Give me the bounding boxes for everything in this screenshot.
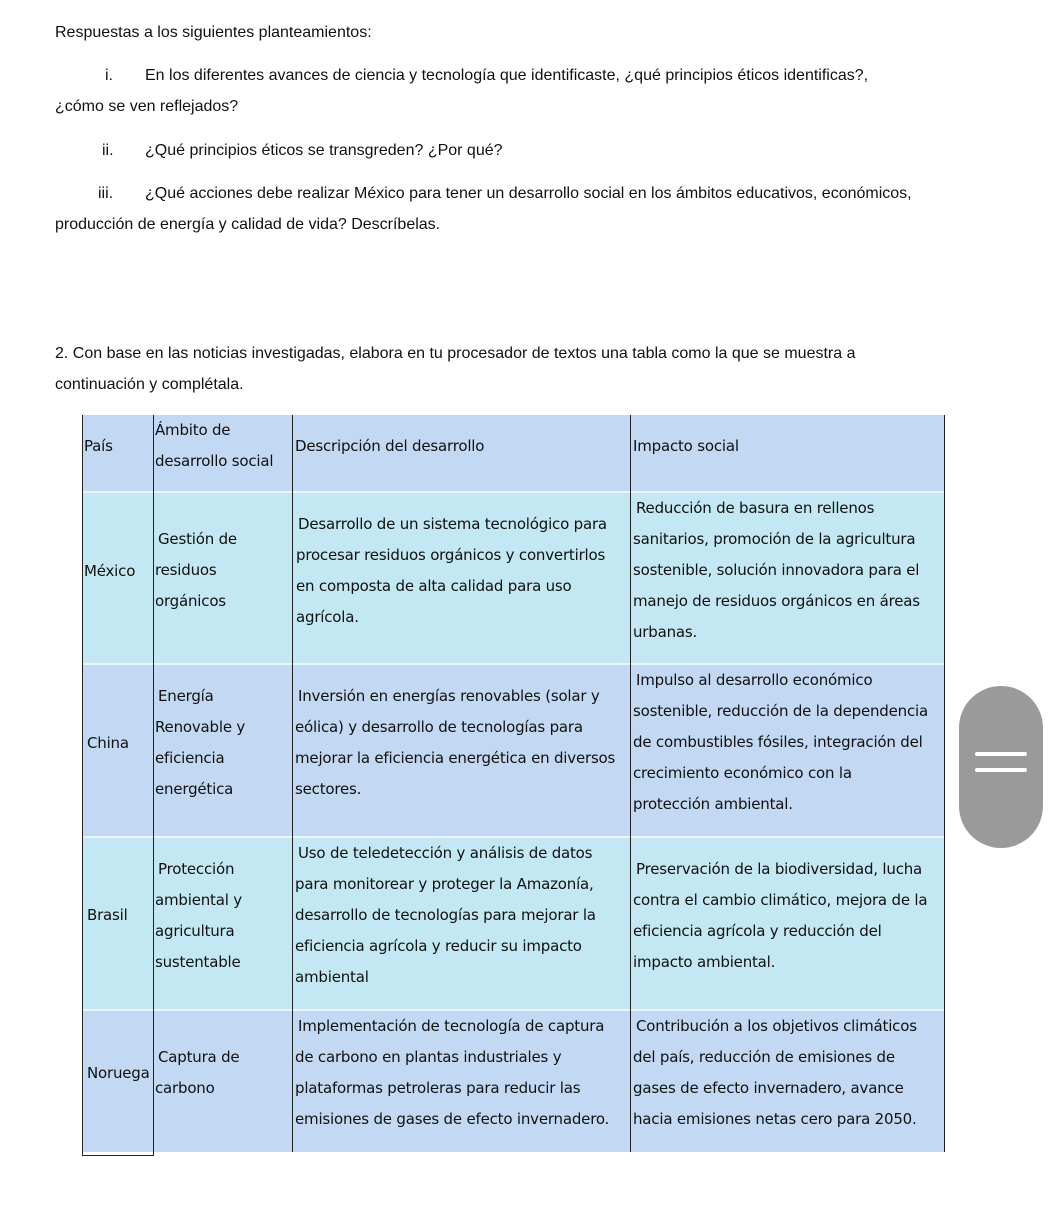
- cell-country: México: [84, 562, 136, 580]
- cell-description: Desarrollo de un sistema tecnológico para procesar residuos orgánicos y convertirlos en composta de alta calidad para uso agrícola.: [296, 515, 607, 626]
- header-scope: Ámbito de desarrollo social: [155, 421, 274, 470]
- cell-scope: Energía Renovable y eficiencia energética: [155, 687, 246, 798]
- column-border: [153, 415, 154, 1155]
- question-2-number: ii.: [102, 142, 114, 159]
- cell-scope: Gestión de residuos orgánicos: [155, 530, 237, 610]
- cell-description: Implementación de tecnología de captura de carbono en plantas industriales y plataformas petroleras para reducir las emisiones de gases de efecto invernadero.: [295, 1017, 610, 1128]
- section-heading: Respuestas a los siguientes planteamientos:: [55, 24, 372, 41]
- cell-scope: Protección ambiental y agricultura sustentable: [155, 860, 242, 971]
- cell-country: Noruega: [87, 1064, 150, 1082]
- handle-bar: [975, 768, 1027, 772]
- header-country: País: [84, 437, 113, 455]
- development-table: [82, 415, 945, 1152]
- question-1-number: i.: [105, 67, 113, 84]
- question-3-line-1: ¿Qué acciones debe realizar México para tener un desarrollo social en los ámbitos educativos, económicos,: [145, 185, 912, 202]
- handle-bar: [975, 752, 1027, 756]
- cell-impact: Impulso al desarrollo económico sostenible, reducción de la dependencia de combustibles fósiles, integración del crecimiento económico con la protección ambiental.: [633, 671, 928, 813]
- question-3-number: iii.: [98, 185, 114, 202]
- question-1-line-1: En los diferentes avances de ciencia y tecnología que identificaste, ¿qué principios éticos identificas?,: [145, 67, 869, 84]
- cell-description: Uso de teledetección y análisis de datos para monitorear y proteger la Amazonía, desarrollo de tecnologías para mejorar la eficiencia agrícola y reducir su impacto ambiental: [295, 844, 596, 986]
- task-2-line-2: continuación y complétala.: [55, 376, 244, 393]
- cell-scope: Captura de carbono: [155, 1048, 240, 1097]
- cell-impact: Reducción de basura en rellenos sanitarios, promoción de la agricultura sostenible, solución innovadora para el manejo de residuos orgánicos en áreas urbanas.: [633, 499, 920, 641]
- header-impact: Impacto social: [633, 437, 739, 455]
- cell-description: Inversión en energías renovables (solar y eólica) y desarrollo de tecnologías para mejorar la eficiencia energética en diversos sectores.: [295, 687, 616, 798]
- cell-impact: Preservación de la biodiversidad, lucha contra el cambio climático, mejora de la eficiencia agrícola y reducción del impacto ambiental.: [633, 860, 928, 971]
- column-border: [292, 415, 293, 1152]
- cell-country: Brasil: [87, 906, 128, 924]
- question-1-line-2: ¿cómo se ven reflejados?: [55, 98, 239, 115]
- cell-country: China: [87, 734, 129, 752]
- column-border: [82, 415, 83, 1155]
- cell-impact: Contribución a los objetivos climáticos del país, reducción de emisiones de gases de efecto invernadero, avance hacia emisiones netas cero para 2050.: [633, 1017, 917, 1128]
- equals-handle-icon[interactable]: [959, 686, 1043, 848]
- question-3-line-2: producción de energía y calidad de vida? Descríbelas.: [55, 216, 441, 233]
- column-border: [630, 415, 631, 1152]
- table-bottom-border: [82, 1155, 154, 1156]
- task-2-line-1: 2. Con base en las noticias investigadas, elabora en tu procesador de textos una tabla como la que se muestra a: [55, 345, 856, 362]
- column-border: [944, 415, 945, 1152]
- header-description: Descripción del desarrollo: [295, 437, 485, 455]
- question-2-line-1: ¿Qué principios éticos se transgreden? ¿Por qué?: [145, 142, 503, 159]
